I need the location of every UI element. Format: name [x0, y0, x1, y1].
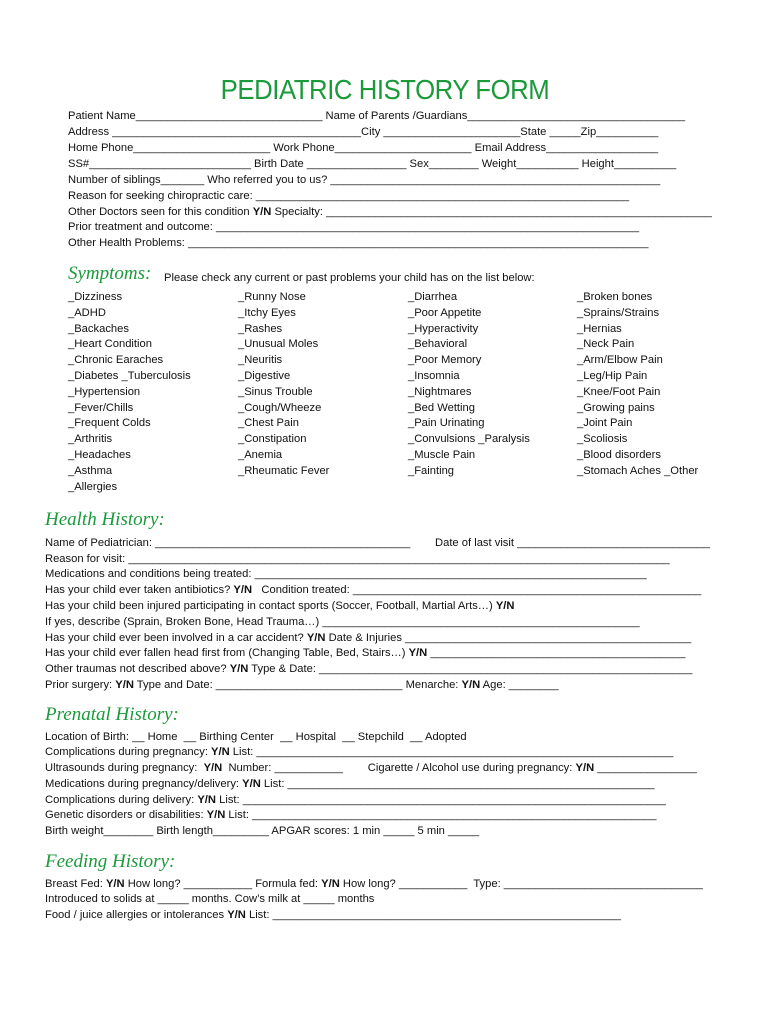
symptom-checkbox-item[interactable]: _Poor Memory — [408, 354, 482, 367]
yn-marker[interactable]: Y/N — [242, 778, 261, 790]
symptom-checkbox-item[interactable]: _Sprains/Strains — [577, 306, 660, 319]
antibiotics-line[interactable]: Has your child ever taken antibiotics? Y/N Condition treated: ________________________________________________________ — [45, 584, 702, 596]
yn-marker[interactable]: Y/N — [306, 632, 326, 644]
yn-marker[interactable]: Y/N — [197, 794, 216, 806]
yn-marker[interactable]: Y/N — [105, 878, 125, 890]
symptom-checkbox-item[interactable]: _Itchy Eyes — [238, 306, 296, 319]
symptoms-column-4 — [577, 290, 698, 480]
symptom-checkbox-item[interactable]: _Growing pains — [577, 401, 655, 414]
symptom-checkbox-item[interactable]: _Broken bones — [577, 291, 653, 303]
symptoms-column-3 — [408, 290, 530, 480]
ultrasounds-line[interactable]: Ultrasounds during pregnancy: Y/N Number: ___________ Cigarette / Alcohol use during pregnancy: Y/N ________________ — [45, 762, 697, 774]
solids-line[interactable]: Introduced to solids at _____ months. Cow’s milk at _____ months — [45, 893, 375, 905]
symptom-checkbox-item[interactable]: _Backaches — [68, 322, 129, 335]
symptom-checkbox-item[interactable]: _Stomach Aches _Other — [577, 464, 699, 477]
medications-pregnancy-line[interactable]: Medications during pregnancy/delivery: Y/N List: ___________________________________________________________ — [45, 778, 655, 790]
symptoms-column-1 — [68, 290, 191, 495]
prior-treatment-line[interactable]: Prior treatment and outcome: ____________________________________________________________________ — [68, 221, 640, 233]
symptom-checkbox-item[interactable]: _Chronic Earaches — [68, 354, 164, 367]
breast-fed-line[interactable]: Breast Fed: Y/N How long? ___________ Formula fed: Y/N How long? ___________ Type: ________________________________ — [45, 878, 703, 890]
symptom-checkbox-item[interactable]: _Neck Pain — [577, 338, 635, 351]
yn-marker[interactable]: Y/N — [206, 809, 226, 821]
describe-injury-line[interactable]: If yes, describe (Sprain, Broken Bone, Head Trauma…) ___________________________________________________ — [45, 616, 640, 628]
location-birth-line[interactable]: Location of Birth: __ Home __ Birthing Center __ Hospital __ Stepchild __ Adopted — [45, 731, 467, 743]
sports-injury-line[interactable]: Has your child been injured participating in contact sports (Soccer, Football, Martial Arts…) Y/N — [45, 600, 515, 612]
feeding-history-heading: Feeding History: — [45, 851, 176, 872]
yn-marker[interactable]: Y/N — [408, 647, 428, 659]
symptoms-column-2 — [238, 290, 329, 480]
symptom-checkbox-item[interactable]: _Runny Nose — [238, 291, 306, 303]
other-health-line[interactable]: Other Health Problems: __________________________________________________________________________ — [68, 237, 649, 249]
yn-marker[interactable]: Y/N — [575, 762, 595, 774]
symptom-checkbox-item[interactable]: _Arm/Elbow Pain — [577, 354, 663, 367]
prenatal-history-heading: Prenatal History: — [45, 704, 179, 725]
symptom-checkbox-item[interactable]: _Hernias — [577, 322, 622, 335]
symptom-checkbox-item[interactable]: _Heart Condition — [68, 338, 152, 351]
yn-marker[interactable]: Y/N — [115, 679, 134, 691]
symptom-checkbox-item[interactable]: _Behavioral — [408, 338, 468, 351]
symptom-checkbox-item[interactable]: _Rheumatic Fever — [238, 464, 330, 477]
genetic-disorders-line[interactable]: Genetic disorders or disabilities: Y/N List: _________________________________________________________________ — [45, 809, 657, 821]
yn-marker[interactable]: Y/N — [252, 206, 272, 218]
symptom-checkbox-item[interactable]: _Pain Urinating — [408, 417, 485, 430]
symptom-checkbox-item[interactable]: _Cough/Wheeze — [238, 401, 322, 414]
complications-pregnancy-line[interactable]: Complications during pregnancy: Y/N List: ___________________________________________________________________ — [45, 746, 674, 758]
symptom-checkbox-item[interactable]: _Knee/Foot Pain — [577, 385, 661, 398]
symptom-checkbox-item[interactable]: _Leg/Hip Pain — [577, 369, 648, 382]
symptom-checkbox-item[interactable]: _Headaches — [68, 448, 131, 461]
yn-marker[interactable]: Y/N — [203, 762, 223, 774]
symptom-checkbox-item[interactable]: _Hyperactivity — [408, 322, 479, 335]
symptom-checkbox-item[interactable]: _Arthritis — [68, 433, 113, 446]
symptom-checkbox-item[interactable]: _Sinus Trouble — [238, 385, 313, 398]
yn-marker[interactable]: Y/N — [461, 679, 481, 691]
yn-marker[interactable]: Y/N — [495, 600, 515, 612]
other-doctors-line[interactable]: Other Doctors seen for this condition Y/N Specialty: ______________________________________________________________ — [68, 206, 712, 218]
yn-marker[interactable]: Y/N — [227, 909, 246, 921]
symptom-checkbox-item[interactable]: _Asthma — [68, 464, 113, 477]
symptom-checkbox-item[interactable]: _Neuritis — [238, 354, 283, 367]
symptom-checkbox-item[interactable]: _Nightmares — [408, 385, 472, 398]
symptom-checkbox-item[interactable]: _Dizziness — [68, 291, 123, 303]
symptom-checkbox-item[interactable]: _ADHD — [68, 306, 106, 319]
reason-visit-line[interactable]: Reason for visit: _______________________________________________________________________________________ — [45, 553, 670, 565]
address-line[interactable]: Address ________________________________________City ______________________State _____Zip__________ — [68, 126, 659, 138]
health-history-heading: Health History: — [45, 509, 165, 530]
symptom-checkbox-item[interactable]: _Muscle Pain — [408, 448, 476, 461]
symptoms-heading: Symptoms: — [68, 263, 152, 284]
fallen-line[interactable]: Has your child ever fallen head first from (Changing Table, Bed, Stairs…) Y/N _________________________________________ — [45, 647, 686, 659]
ss-birth-line[interactable]: SS#__________________________ Birth Date ________________ Sex________ Weight__________ Height__________ — [68, 158, 677, 170]
yn-marker[interactable]: Y/N — [321, 878, 340, 890]
car-accident-line[interactable]: Has your child ever been involved in a car accident? Y/N Date & Injuries ______________________________________________ — [45, 632, 692, 644]
yn-marker[interactable]: Y/N — [211, 746, 230, 758]
symptom-checkbox-item[interactable]: _Hypertension — [68, 385, 141, 398]
symptom-checkbox-item[interactable]: _Chest Pain — [238, 417, 299, 430]
symptom-checkbox-item[interactable]: _Allergies — [68, 480, 118, 493]
symptoms-instruction: Please check any current or past problems your child has on the list below: — [164, 272, 535, 284]
surgery-line[interactable]: Prior surgery: Y/N Type and Date: ______________________________ Menarche: Y/N Age: ________ — [45, 679, 559, 691]
other-traumas-line[interactable]: Other traumas not described above? Y/N Type & Date: ____________________________________________________________ — [45, 663, 693, 675]
reason-line[interactable]: Reason for seeking chiropractic care: ____________________________________________________________ — [68, 190, 630, 202]
symptom-checkbox-item[interactable]: _Fainting — [408, 464, 455, 477]
pediatrician-line[interactable]: Name of Pediatrician: _________________________________________ Date of last visit _______________________________ — [45, 537, 710, 549]
symptom-checkbox-item[interactable]: _Anemia — [238, 448, 283, 461]
complications-delivery-line[interactable]: Complications during delivery: Y/N List: ____________________________________________________________________ — [45, 794, 666, 806]
yn-marker[interactable]: Y/N — [233, 584, 253, 596]
symptom-checkbox-item[interactable]: _Fever/Chills — [68, 401, 134, 414]
symptom-checkbox-item[interactable]: _Bed Wetting — [408, 401, 475, 414]
symptom-checkbox-item[interactable]: _Joint Pain — [577, 417, 633, 430]
form-title: PEDIATRIC HISTORY FORM — [220, 74, 550, 105]
symptom-checkbox-item[interactable]: _Diarrhea — [408, 291, 458, 303]
symptom-checkbox-item[interactable]: _Poor Appetite — [408, 306, 482, 319]
symptom-checkbox-item[interactable]: _Constipation — [238, 433, 307, 446]
symptom-checkbox-item[interactable]: _Frequent Colds — [68, 417, 151, 430]
phone-line[interactable]: Home Phone______________________ Work Phone______________________ Email Address__________________ — [68, 142, 659, 154]
food-allergies-line[interactable]: Food / juice allergies or intolerances Y/N List: ________________________________________________________ — [45, 909, 622, 921]
siblings-line[interactable]: Number of siblings_______ Who referred you to us? _____________________________________________________ — [68, 174, 661, 186]
symptom-checkbox-item[interactable]: _Convulsions _Paralysis — [408, 433, 530, 446]
symptom-checkbox-item[interactable]: _Insomnia — [408, 369, 460, 382]
medications-line[interactable]: Medications and conditions being treated: _______________________________________________________________ — [45, 568, 647, 580]
patient-name-line[interactable]: Patient Name______________________________ Name of Parents /Guardians___________________________________ — [68, 110, 686, 122]
yn-marker[interactable]: Y/N — [229, 663, 249, 675]
birth-weight-line[interactable]: Birth weight________ Birth length_________ APGAR scores: 1 min _____ 5 min _____ — [45, 825, 480, 837]
symptom-checkbox-item[interactable]: _Unusual Moles — [238, 338, 319, 351]
symptom-checkbox-item[interactable]: _Blood disorders — [577, 448, 661, 461]
symptom-checkbox-item[interactable]: _Digestive — [238, 369, 291, 382]
symptom-checkbox-item[interactable]: _Diabetes _Tuberculosis — [68, 369, 191, 382]
symptom-checkbox-item[interactable]: _Rashes — [238, 322, 283, 335]
symptom-checkbox-item[interactable]: _Scoliosis — [577, 433, 628, 446]
